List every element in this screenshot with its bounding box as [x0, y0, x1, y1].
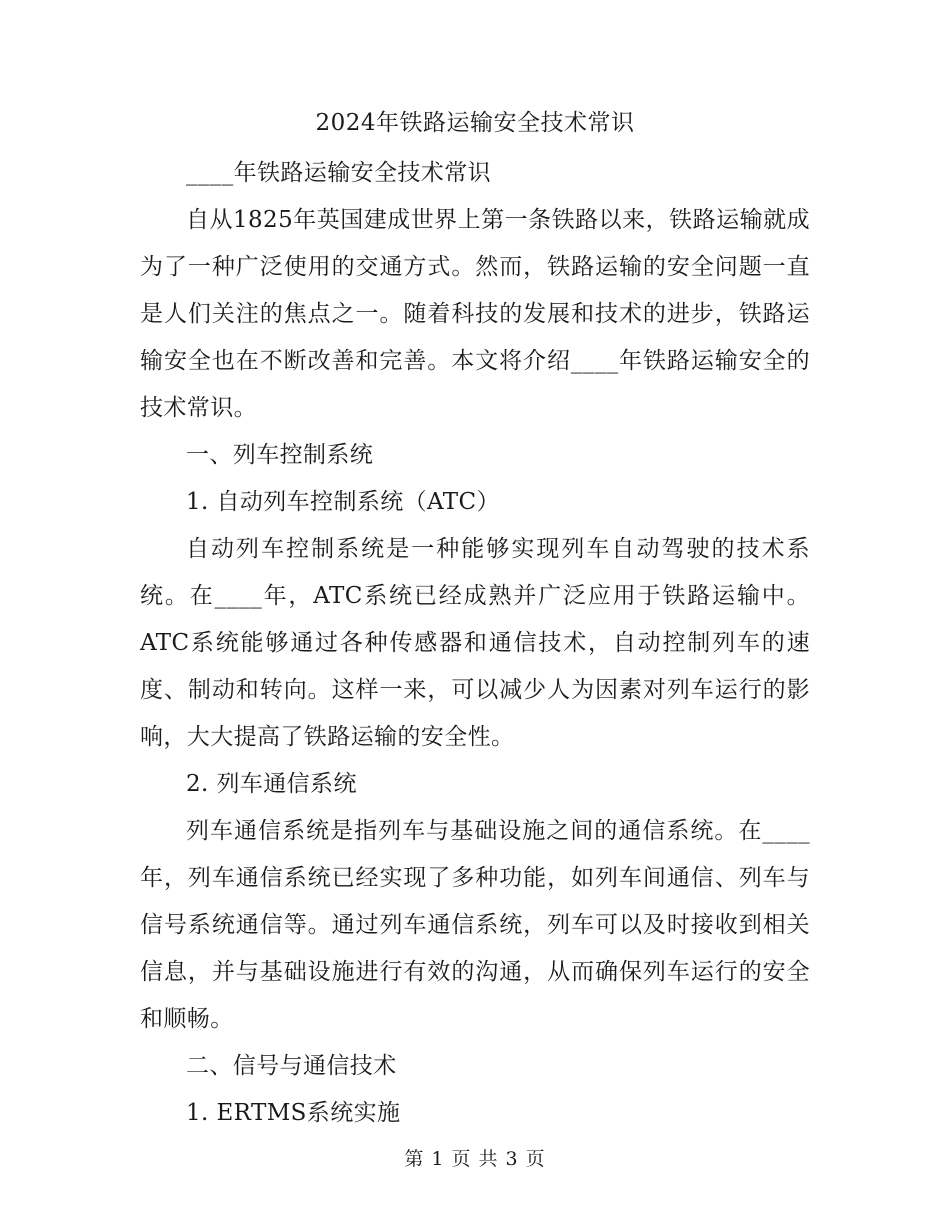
document-body — [140, 150, 810, 1137]
page-footer: 第 1 页 共 3 页 — [404, 1148, 546, 1170]
subsection-heading-1-1: 1. 自动列车控制系统（ATC） — [186, 489, 500, 515]
section-heading-1: 一、列车控制系统 — [186, 442, 374, 468]
train-communication-paragraph: 列车通信系统是指列车与基础设施之间的通信系统。在____年，列车通信系统已经实现了多种功能，如列车间通信、列车与信号系统通信等。通过列车通信系统，列车可以及时接收到相关信息，并与基础设施进行有效的沟通，从而确保列车运行的安全和顺畅。 — [140, 818, 810, 1032]
intro-paragraph: 自从1825年英国建成世界上第一条铁路以来，铁路运输就成为了一种广泛使用的交通方式。然而，铁路运输的安全问题一直是人们关注的焦点之一。随着科技的发展和技术的进步，铁路运输安全也在不断改善和完善。本文将介绍____年铁路运输安全的技术常识。 — [140, 207, 810, 421]
subsection-heading-2-1: 1. ERTMS系统实施 — [186, 1100, 401, 1126]
subtitle-paragraph: ____年铁路运输安全技术常识 — [186, 160, 491, 186]
document-title: 2024年铁路运输安全技术常识 — [315, 110, 635, 136]
subsection-heading-1-2: 2. 列车通信系统 — [186, 771, 357, 797]
section-heading-2: 二、信号与通信技术 — [186, 1053, 397, 1079]
atc-paragraph: 自动列车控制系统是一种能够实现列车自动驾驶的技术系统。在____年，ATC系统已经成熟并广泛应用于铁路运输中。ATC系统能够通过各种传感器和通信技术，自动控制列车的速度、制动和转向。这样一来，可以减少人为因素对列车运行的影响，大大提高了铁路运输的安全性。 — [140, 536, 810, 750]
